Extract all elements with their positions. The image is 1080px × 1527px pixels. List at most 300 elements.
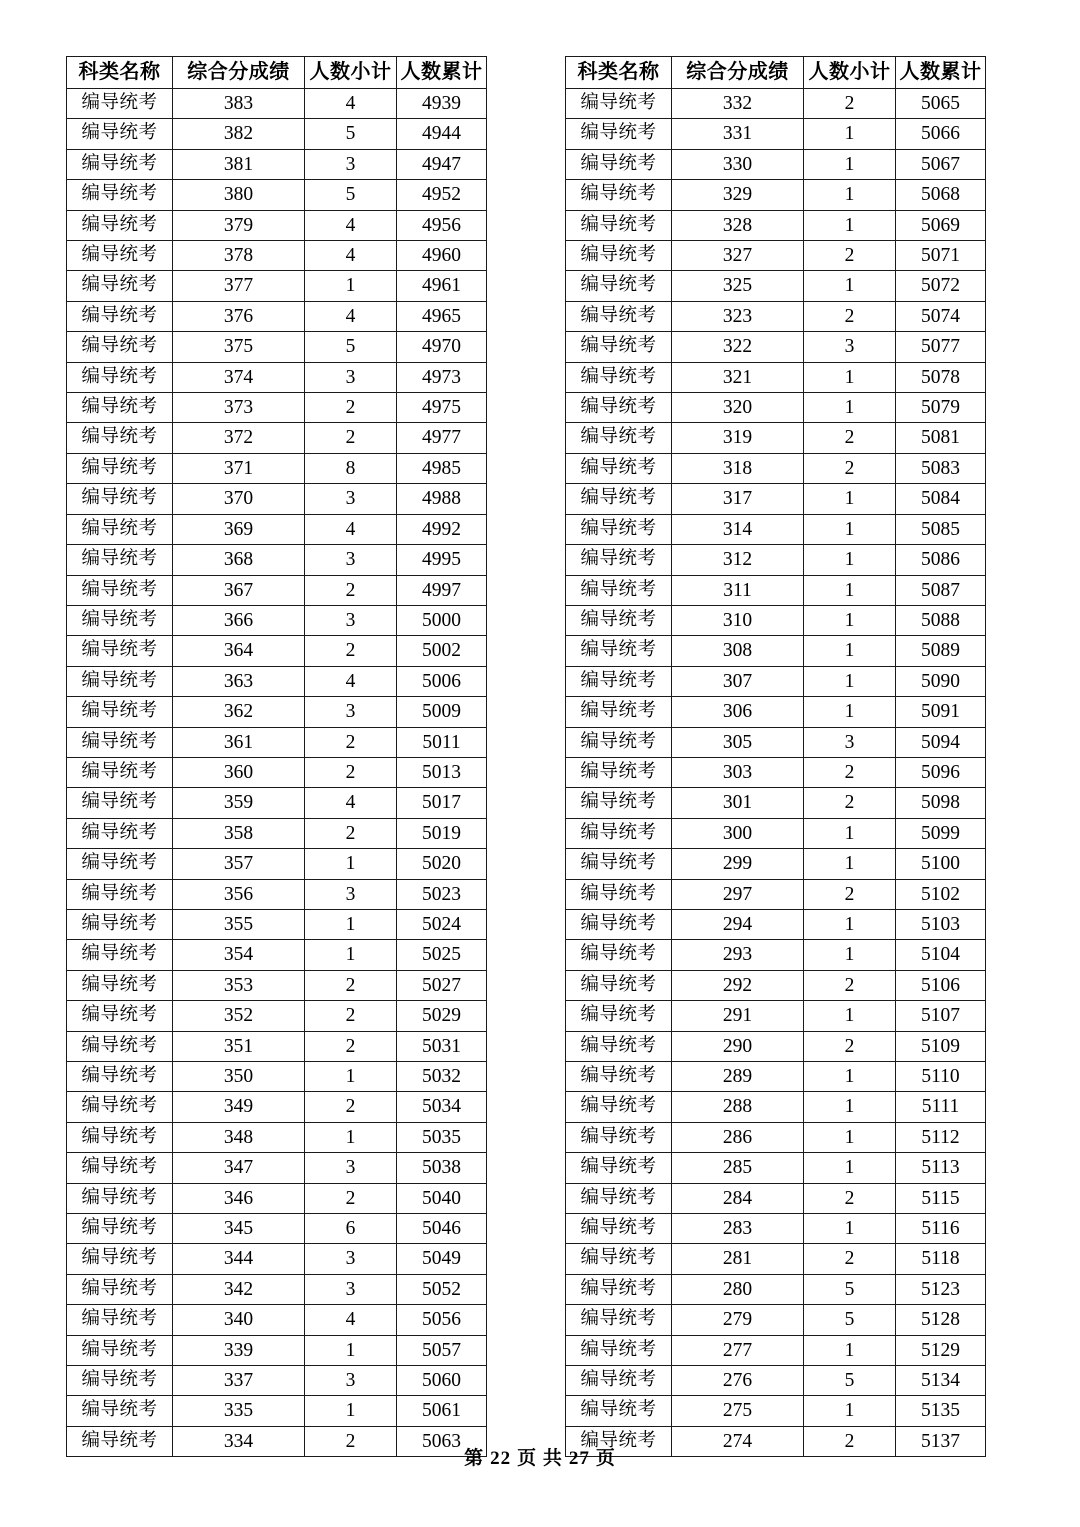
cell-score: 368	[173, 545, 305, 575]
cell-cumulative: 5032	[397, 1062, 487, 1092]
cell-cumulative: 5000	[397, 605, 487, 635]
cell-score: 289	[672, 1062, 804, 1092]
table-row	[67, 605, 487, 635]
table-row	[566, 1062, 986, 1092]
cell-category: 编导统考	[566, 545, 672, 575]
cell-score: 303	[672, 757, 804, 787]
table-row	[67, 849, 487, 879]
cell-subtotal: 4	[305, 210, 397, 240]
cell-cumulative: 5002	[397, 636, 487, 666]
table-row	[566, 89, 986, 119]
cell-category: 编导统考	[67, 149, 173, 179]
column-header-category: 科类名称	[67, 57, 173, 89]
table-row	[67, 89, 487, 119]
cell-subtotal: 5	[305, 180, 397, 210]
table-row	[566, 1214, 986, 1244]
cell-cumulative: 5086	[896, 545, 986, 575]
table-row	[566, 909, 986, 939]
cell-score: 363	[173, 666, 305, 696]
cell-cumulative: 5027	[397, 970, 487, 1000]
cell-subtotal: 2	[804, 453, 896, 483]
cell-cumulative: 4960	[397, 241, 487, 271]
cell-score: 372	[173, 423, 305, 453]
cell-subtotal: 4	[305, 514, 397, 544]
cell-subtotal: 1	[804, 575, 896, 605]
cell-score: 311	[672, 575, 804, 605]
cell-cumulative: 5017	[397, 788, 487, 818]
cell-category: 编导统考	[566, 788, 672, 818]
cell-score: 332	[672, 89, 804, 119]
cell-category: 编导统考	[566, 1031, 672, 1061]
cell-cumulative: 4975	[397, 393, 487, 423]
cell-cumulative: 5099	[896, 818, 986, 848]
cell-subtotal: 1	[804, 1062, 896, 1092]
cell-category: 编导统考	[67, 1062, 173, 1092]
table-row	[67, 1092, 487, 1122]
cell-subtotal: 1	[804, 1153, 896, 1183]
cell-category: 编导统考	[67, 1274, 173, 1304]
cell-cumulative: 5091	[896, 697, 986, 727]
table-row	[566, 1122, 986, 1152]
cell-cumulative: 5077	[896, 332, 986, 362]
right-table-wrapper	[565, 56, 985, 1457]
cell-score: 283	[672, 1214, 804, 1244]
table-row	[566, 149, 986, 179]
cell-subtotal: 3	[305, 1153, 397, 1183]
table-row	[566, 362, 986, 392]
cell-score: 308	[672, 636, 804, 666]
cell-score: 276	[672, 1366, 804, 1396]
cell-score: 356	[173, 879, 305, 909]
cell-subtotal: 3	[305, 1366, 397, 1396]
footer-total-pages: 27	[568, 1448, 590, 1469]
cell-score: 366	[173, 605, 305, 635]
cell-score: 361	[173, 727, 305, 757]
cell-cumulative: 5087	[896, 575, 986, 605]
cell-cumulative: 5088	[896, 605, 986, 635]
cell-cumulative: 5072	[896, 271, 986, 301]
cell-score: 306	[672, 697, 804, 727]
cell-score: 367	[173, 575, 305, 605]
cell-subtotal: 3	[305, 697, 397, 727]
cell-cumulative: 5013	[397, 757, 487, 787]
cell-cumulative: 4961	[397, 271, 487, 301]
cell-subtotal: 4	[305, 241, 397, 271]
table-row	[67, 1396, 487, 1426]
table-row	[566, 1244, 986, 1274]
table-row	[67, 970, 487, 1000]
cell-category: 编导统考	[566, 879, 672, 909]
cell-score: 348	[173, 1122, 305, 1152]
cell-score: 279	[672, 1305, 804, 1335]
cell-cumulative: 5069	[896, 210, 986, 240]
cell-cumulative: 5020	[397, 849, 487, 879]
table-header-left	[67, 57, 487, 89]
table-row	[566, 636, 986, 666]
cell-category: 编导统考	[67, 818, 173, 848]
cell-score: 294	[672, 909, 804, 939]
cell-score: 288	[672, 1092, 804, 1122]
cell-cumulative: 5089	[896, 636, 986, 666]
cell-score: 335	[173, 1396, 305, 1426]
table-row	[67, 301, 487, 331]
cell-subtotal: 1	[305, 849, 397, 879]
cell-cumulative: 5031	[397, 1031, 487, 1061]
cell-cumulative: 5112	[896, 1122, 986, 1152]
cell-cumulative: 4956	[397, 210, 487, 240]
cell-category: 编导统考	[566, 1305, 672, 1335]
cell-category: 编导统考	[67, 940, 173, 970]
cell-subtotal: 1	[804, 940, 896, 970]
column-header-subtotal: 人数小计	[804, 57, 896, 89]
table-row	[67, 1031, 487, 1061]
cell-subtotal: 2	[305, 1426, 397, 1456]
footer-prefix: 第	[464, 1448, 485, 1469]
footer-suffix: 页	[595, 1448, 616, 1469]
cell-category: 编导统考	[67, 909, 173, 939]
cell-cumulative: 5135	[896, 1396, 986, 1426]
cell-cumulative: 5024	[397, 909, 487, 939]
cell-score: 319	[672, 423, 804, 453]
cell-category: 编导统考	[67, 849, 173, 879]
cell-cumulative: 5090	[896, 666, 986, 696]
cell-subtotal: 1	[804, 849, 896, 879]
cell-subtotal: 4	[305, 666, 397, 696]
cell-category: 编导统考	[566, 393, 672, 423]
table-row	[67, 453, 487, 483]
cell-subtotal: 1	[804, 210, 896, 240]
cell-cumulative: 5009	[397, 697, 487, 727]
cell-category: 编导统考	[566, 605, 672, 635]
cell-subtotal: 3	[305, 1274, 397, 1304]
cell-score: 369	[173, 514, 305, 544]
cell-category: 编导统考	[67, 1305, 173, 1335]
score-table-right	[565, 56, 986, 1457]
cell-score: 290	[672, 1031, 804, 1061]
cell-score: 320	[672, 393, 804, 423]
cell-cumulative: 5011	[397, 727, 487, 757]
cell-cumulative: 5061	[397, 1396, 487, 1426]
cell-subtotal: 1	[804, 393, 896, 423]
cell-cumulative: 5107	[896, 1001, 986, 1031]
cell-category: 编导统考	[67, 484, 173, 514]
cell-cumulative: 5084	[896, 484, 986, 514]
cell-subtotal: 2	[804, 301, 896, 331]
cell-cumulative: 4965	[397, 301, 487, 331]
table-row	[67, 393, 487, 423]
cell-cumulative: 5116	[896, 1214, 986, 1244]
table-row	[566, 666, 986, 696]
table-row	[67, 757, 487, 787]
table-row	[67, 1001, 487, 1031]
cell-score: 381	[173, 149, 305, 179]
cell-cumulative: 5106	[896, 970, 986, 1000]
table-row	[566, 271, 986, 301]
table-row	[566, 301, 986, 331]
cell-subtotal: 2	[305, 1092, 397, 1122]
cell-category: 编导统考	[566, 301, 672, 331]
cell-subtotal: 1	[804, 271, 896, 301]
table-row	[67, 1244, 487, 1274]
cell-score: 349	[173, 1092, 305, 1122]
cell-category: 编导统考	[67, 1335, 173, 1365]
cell-cumulative: 5115	[896, 1183, 986, 1213]
cell-subtotal: 1	[804, 119, 896, 149]
cell-subtotal: 3	[305, 149, 397, 179]
cell-cumulative: 5040	[397, 1183, 487, 1213]
cell-subtotal: 1	[305, 1122, 397, 1152]
table-row	[566, 241, 986, 271]
cell-category: 编导统考	[566, 362, 672, 392]
table-row	[566, 788, 986, 818]
cell-subtotal: 2	[305, 1183, 397, 1213]
cell-score: 297	[672, 879, 804, 909]
cell-score: 301	[672, 788, 804, 818]
cell-cumulative: 4992	[397, 514, 487, 544]
header-row	[566, 57, 986, 89]
table-row	[67, 119, 487, 149]
cell-subtotal: 1	[305, 1396, 397, 1426]
cell-category: 编导统考	[67, 1426, 173, 1456]
cell-score: 383	[173, 89, 305, 119]
cell-subtotal: 2	[305, 970, 397, 1000]
cell-score: 300	[672, 818, 804, 848]
cell-cumulative: 5023	[397, 879, 487, 909]
cell-subtotal: 1	[305, 909, 397, 939]
table-row	[67, 909, 487, 939]
cell-category: 编导统考	[67, 514, 173, 544]
cell-cumulative: 5098	[896, 788, 986, 818]
cell-subtotal: 1	[305, 940, 397, 970]
cell-category: 编导统考	[566, 241, 672, 271]
cell-category: 编导统考	[67, 271, 173, 301]
table-row	[566, 180, 986, 210]
footer-page-number: 22	[490, 1448, 512, 1469]
cell-category: 编导统考	[566, 909, 672, 939]
cell-category: 编导统考	[67, 575, 173, 605]
cell-subtotal: 1	[804, 697, 896, 727]
cell-subtotal: 1	[305, 1335, 397, 1365]
table-row	[566, 575, 986, 605]
cell-cumulative: 5110	[896, 1062, 986, 1092]
cell-score: 328	[672, 210, 804, 240]
score-table-left	[66, 56, 487, 1457]
cell-category: 编导统考	[566, 1092, 672, 1122]
cell-category: 编导统考	[67, 666, 173, 696]
cell-subtotal: 1	[804, 1335, 896, 1365]
cell-cumulative: 5137	[896, 1426, 986, 1456]
cell-subtotal: 2	[804, 970, 896, 1000]
cell-subtotal: 1	[804, 636, 896, 666]
cell-score: 360	[173, 757, 305, 787]
cell-score: 347	[173, 1153, 305, 1183]
cell-category: 编导统考	[67, 879, 173, 909]
cell-subtotal: 5	[804, 1305, 896, 1335]
cell-cumulative: 5081	[896, 423, 986, 453]
cell-cumulative: 5111	[896, 1092, 986, 1122]
cell-category: 编导统考	[67, 301, 173, 331]
cell-cumulative: 5094	[896, 727, 986, 757]
cell-subtotal: 2	[804, 1244, 896, 1274]
table-row	[67, 940, 487, 970]
cell-score: 340	[173, 1305, 305, 1335]
cell-category: 编导统考	[566, 1366, 672, 1396]
cell-cumulative: 5057	[397, 1335, 487, 1365]
cell-score: 371	[173, 453, 305, 483]
cell-category: 编导统考	[67, 362, 173, 392]
table-row	[566, 1031, 986, 1061]
cell-category: 编导统考	[566, 1396, 672, 1426]
table-row	[566, 1092, 986, 1122]
cell-score: 359	[173, 788, 305, 818]
table-row	[566, 484, 986, 514]
cell-score: 357	[173, 849, 305, 879]
table-row	[566, 697, 986, 727]
cell-category: 编导统考	[566, 423, 672, 453]
table-row	[566, 1153, 986, 1183]
cell-cumulative: 5052	[397, 1274, 487, 1304]
cell-score: 293	[672, 940, 804, 970]
cell-subtotal: 1	[804, 1122, 896, 1152]
table-row	[67, 332, 487, 362]
cell-score: 355	[173, 909, 305, 939]
cell-subtotal: 2	[305, 1001, 397, 1031]
cell-subtotal: 1	[804, 1214, 896, 1244]
cell-score: 339	[173, 1335, 305, 1365]
cell-subtotal: 3	[305, 484, 397, 514]
cell-score: 378	[173, 241, 305, 271]
cell-cumulative: 5128	[896, 1305, 986, 1335]
cell-score: 353	[173, 970, 305, 1000]
cell-subtotal: 3	[305, 605, 397, 635]
table-row	[566, 818, 986, 848]
table-row	[67, 1153, 487, 1183]
cell-subtotal: 2	[804, 89, 896, 119]
table-row	[67, 423, 487, 453]
column-header-cumulative: 人数累计	[896, 57, 986, 89]
table-row	[566, 453, 986, 483]
table-row	[67, 149, 487, 179]
cell-cumulative: 5096	[896, 757, 986, 787]
cell-score: 344	[173, 1244, 305, 1274]
cell-score: 374	[173, 362, 305, 392]
cell-cumulative: 4973	[397, 362, 487, 392]
table-row	[67, 636, 487, 666]
cell-score: 281	[672, 1244, 804, 1274]
cell-category: 编导统考	[67, 1031, 173, 1061]
table-row	[566, 1335, 986, 1365]
cell-score: 323	[672, 301, 804, 331]
cell-category: 编导统考	[67, 1396, 173, 1426]
cell-cumulative: 5019	[397, 818, 487, 848]
cell-subtotal: 3	[305, 362, 397, 392]
cell-subtotal: 2	[305, 636, 397, 666]
table-row	[67, 575, 487, 605]
cell-score: 285	[672, 1153, 804, 1183]
cell-subtotal: 4	[305, 788, 397, 818]
cell-category: 编导统考	[566, 849, 672, 879]
cell-category: 编导统考	[566, 1335, 672, 1365]
table-row	[566, 545, 986, 575]
cell-category: 编导统考	[566, 1426, 672, 1456]
cell-subtotal: 1	[804, 180, 896, 210]
cell-score: 317	[672, 484, 804, 514]
cell-score: 354	[173, 940, 305, 970]
cell-subtotal: 1	[804, 605, 896, 635]
table-body-left	[67, 89, 487, 1457]
cell-cumulative: 5103	[896, 909, 986, 939]
cell-score: 362	[173, 697, 305, 727]
cell-score: 350	[173, 1062, 305, 1092]
cell-cumulative: 5060	[397, 1366, 487, 1396]
cell-category: 编导统考	[566, 818, 672, 848]
cell-category: 编导统考	[67, 636, 173, 666]
table-row	[67, 788, 487, 818]
cell-cumulative: 4995	[397, 545, 487, 575]
cell-category: 编导统考	[566, 119, 672, 149]
cell-category: 编导统考	[67, 393, 173, 423]
cell-category: 编导统考	[67, 757, 173, 787]
cell-category: 编导统考	[566, 970, 672, 1000]
cell-score: 358	[173, 818, 305, 848]
table-row	[566, 1366, 986, 1396]
cell-subtotal: 2	[305, 393, 397, 423]
cell-category: 编导统考	[67, 332, 173, 362]
cell-category: 编导统考	[566, 514, 672, 544]
cell-score: 337	[173, 1366, 305, 1396]
cell-cumulative: 5029	[397, 1001, 487, 1031]
cell-category: 编导统考	[67, 210, 173, 240]
cell-cumulative: 5123	[896, 1274, 986, 1304]
cell-subtotal: 4	[305, 89, 397, 119]
table-row	[67, 362, 487, 392]
cell-category: 编导统考	[566, 271, 672, 301]
cell-category: 编导统考	[67, 89, 173, 119]
column-header-score: 综合分成绩	[173, 57, 305, 89]
cell-category: 编导统考	[67, 1244, 173, 1274]
cell-subtotal: 5	[305, 332, 397, 362]
cell-score: 380	[173, 180, 305, 210]
table-row	[67, 818, 487, 848]
cell-category: 编导统考	[67, 1183, 173, 1213]
cell-category: 编导统考	[566, 210, 672, 240]
table-row	[67, 1122, 487, 1152]
cell-subtotal: 1	[804, 909, 896, 939]
cell-subtotal: 2	[305, 575, 397, 605]
left-table-wrapper	[66, 56, 486, 1457]
cell-subtotal: 2	[305, 423, 397, 453]
table-row	[566, 1396, 986, 1426]
cell-score: 321	[672, 362, 804, 392]
cell-category: 编导统考	[566, 1244, 672, 1274]
table-row	[67, 210, 487, 240]
cell-score: 351	[173, 1031, 305, 1061]
cell-category: 编导统考	[67, 1214, 173, 1244]
table-row	[566, 1305, 986, 1335]
cell-score: 327	[672, 241, 804, 271]
cell-subtotal: 1	[305, 1062, 397, 1092]
cell-category: 编导统考	[566, 1122, 672, 1152]
table-row	[67, 1062, 487, 1092]
cell-category: 编导统考	[566, 453, 672, 483]
cell-score: 373	[173, 393, 305, 423]
cell-subtotal: 2	[804, 1426, 896, 1456]
cell-cumulative: 4977	[397, 423, 487, 453]
cell-category: 编导统考	[566, 1153, 672, 1183]
cell-score: 325	[672, 271, 804, 301]
cell-score: 329	[672, 180, 804, 210]
cell-category: 编导统考	[67, 697, 173, 727]
